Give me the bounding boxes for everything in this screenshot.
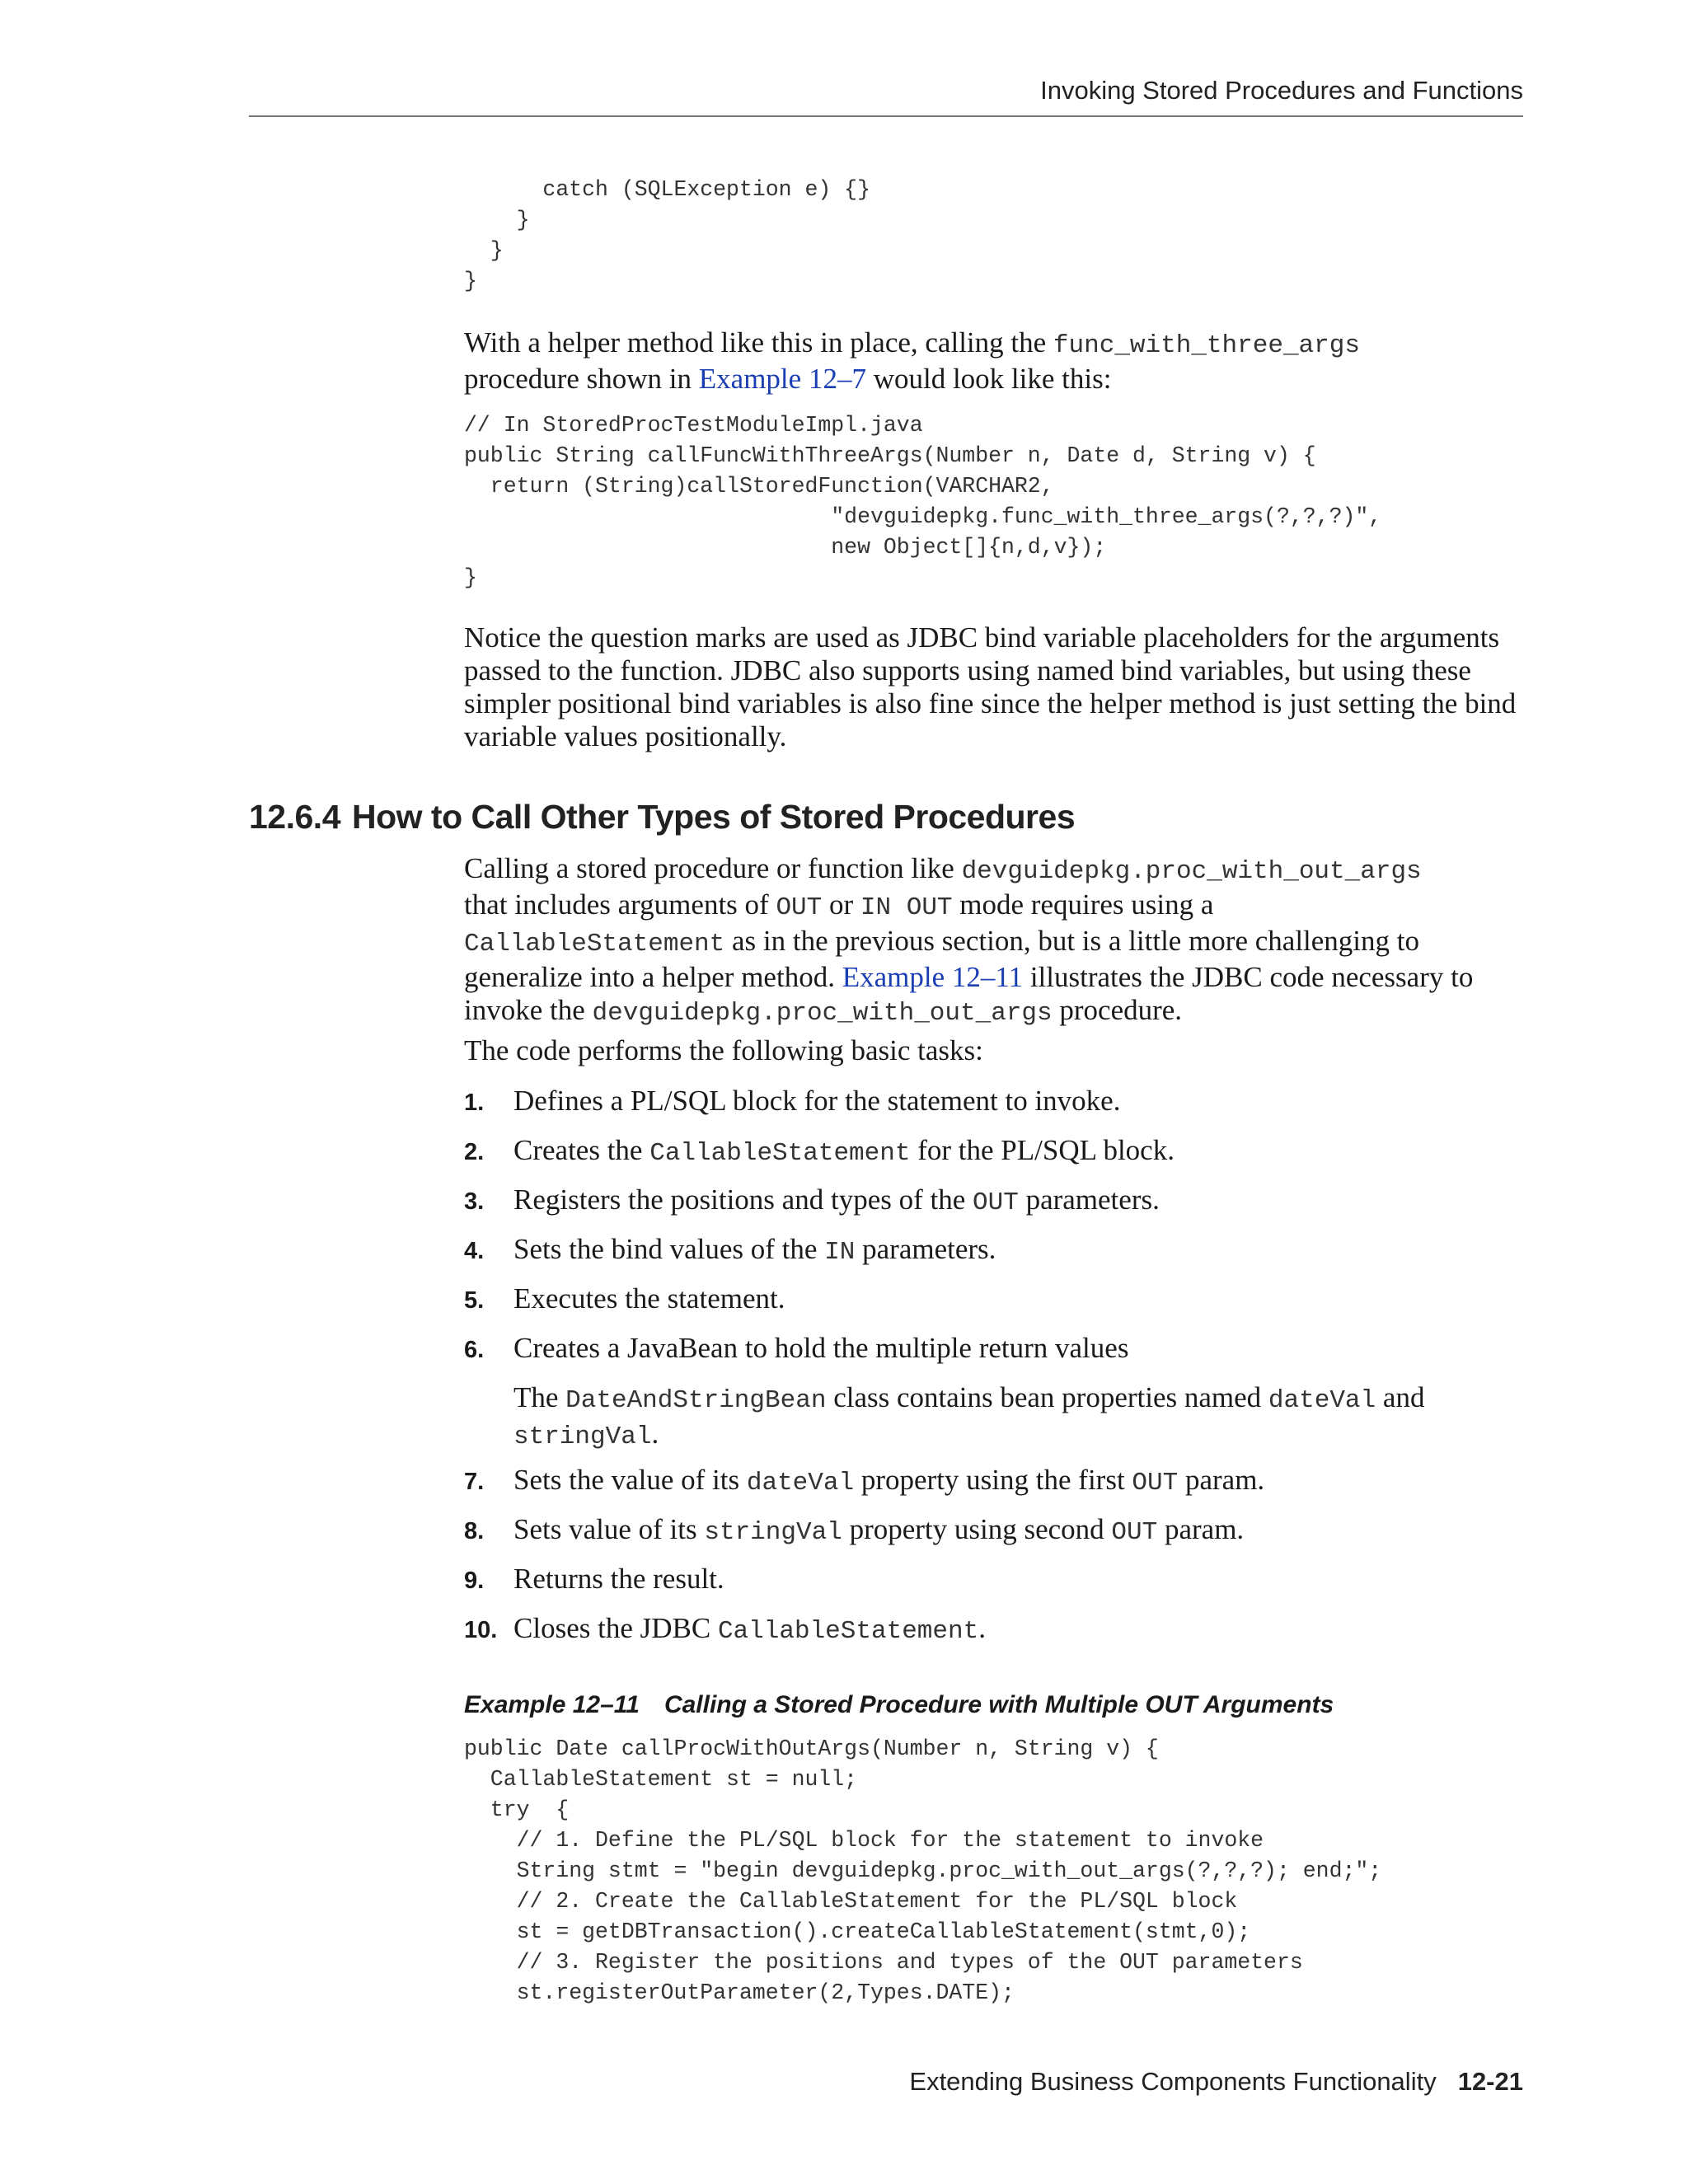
example-12-11-link[interactable]: Example 12–11 (842, 961, 1024, 993)
section-heading (249, 798, 1075, 837)
list-item: 9. Returns the result. (464, 1563, 724, 1595)
paragraph-basic-tasks: The code performs the following basic tasks: (464, 1034, 983, 1066)
list-item: 7. Sets the value of its dateVal property using the first OUT param. (464, 1464, 1265, 1497)
page-header-title: Invoking Stored Procedures and Functions (1040, 76, 1523, 105)
section-title: How to Call Other Types of Stored Procedures (352, 798, 1076, 836)
list-item: 6. Creates a JavaBean to hold the multiple return values (464, 1332, 1129, 1364)
list-item: 3. Registers the positions and types of the OUT parameters. (464, 1183, 1160, 1217)
list-item: 5. Executes the statement. (464, 1282, 785, 1315)
page-footer (909, 2067, 1523, 2097)
list-item: 10. Closes the JDBC CallableStatement. (464, 1612, 986, 1646)
paragraph-question-marks: Notice the question marks are used as JDBC bind variable placeholders for the arguments passed to the function. JDBC also supports using named bind variables, but using these simpler positional bind variables is also fine since the helper method is just setting the bind variable values positionally. (464, 621, 1517, 752)
paragraph-calling-stored-procedure: Calling a stored procedure or function like devguidepkg.proc_with_out_args that includes arguments of OUT or IN OUT mode requires using a CallableStatement as in the previous section, but is a little more challenging to generalize into a helper method. Example 12–11 illustrates the JDBC code necessary to invoke the devguidepkg.proc_with_out_args procedure. (464, 852, 1474, 1028)
list-item: 8. Sets value of its stringVal property using second OUT param. (464, 1513, 1245, 1547)
example-label: Example 12–11 (464, 1691, 640, 1718)
section-number: 12.6.4 (249, 798, 340, 836)
list-item: 4. Sets the bind values of the IN parameters. (464, 1233, 996, 1267)
example-caption: Calling a Stored Procedure with Multiple OUT Arguments (663, 1691, 1334, 1718)
example-12-7-link[interactable]: Example 12–7 (698, 363, 866, 395)
example-title (464, 1691, 1334, 1719)
paragraph-helper-intro: With a helper method like this in place, calling the func_with_three_args procedure shown in Example 12–7 would look like this: (464, 326, 1360, 395)
footer-title: Extending Business Components Functionality (909, 2067, 1437, 2096)
page-number: 12-21 (1457, 2067, 1523, 2096)
task-steps-list (464, 1085, 1527, 1661)
list-item: 1. Defines a PL/SQL block for the statement to invoke. (464, 1085, 1121, 1117)
code-block-catch: catch (SQLException e) {} } } } (464, 177, 870, 293)
code-block-call-proc-with-out-args: public Date callProcWithOutArgs(Number n, String v) { CallableStatement st = null; try { // 1. Define the PL/SQL block for the statement to invoke String stmt = "begin devguidepkg.proc_with_out_args(?,?,?); end;"; // 2. Create the CallableStatement for the PL/SQL block st = getDBTransaction().createCallableStatement(stmt,0); // 3. Register the positions and types of the OUT parameters st.registerOutParameter(2,Types.DATE); (464, 1736, 1382, 2005)
list-item: 2. Creates the CallableStatement for the PL/SQL block. (464, 1134, 1175, 1168)
code-block-call-func: // In StoredProcTestModuleImpl.java public String callFuncWithThreeArgs(Number n, Date d, String v) { return (String)callStoredFunction(VARCHAR2, "devguidepkg.func_with_three_args(?,?,?)", new Object[]{n,d,v}); } (464, 413, 1382, 590)
step-6-note: The DateAndStringBean class contains bean properties named dateVal and stringVal. (513, 1381, 1425, 1451)
header-rule (249, 115, 1523, 117)
